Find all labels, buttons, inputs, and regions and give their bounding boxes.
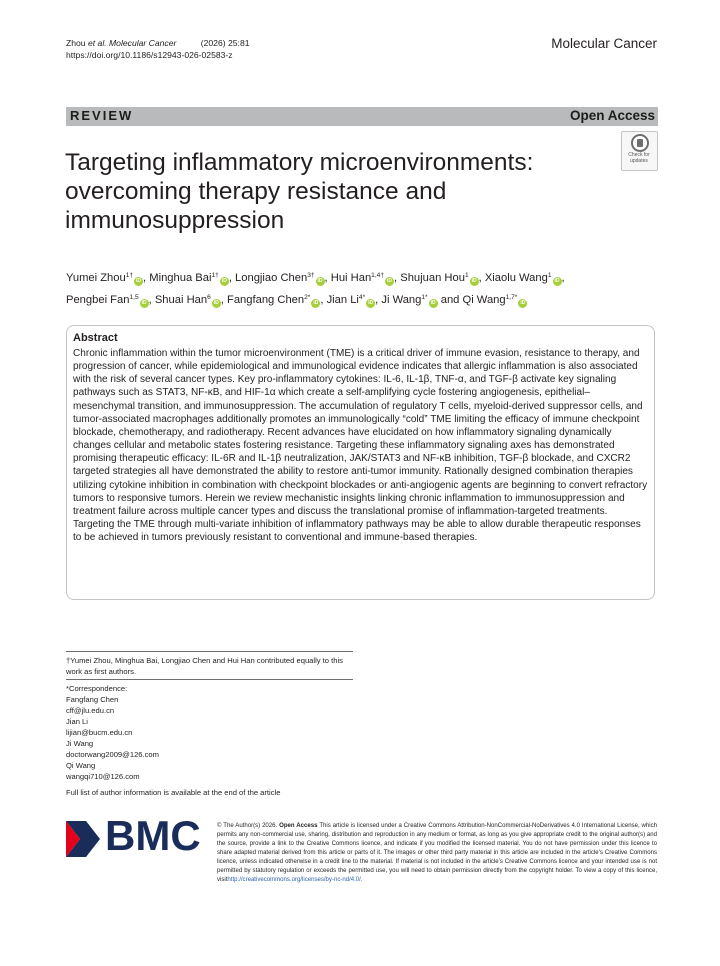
author <box>155 294 221 306</box>
author <box>235 272 325 284</box>
author <box>485 272 562 284</box>
author-list: Yumei Zhou$^{1\dagger}$iD , Minghua Bai$^{1\dagger}$iD , Longjiao Chen$^{3\dagger}$iD , Hui Han$^{1,4\dagger}$iD , Shujuan Hou$^1$iD , Xiaolu Wang$^1$iD , Pengbei Fan$^{1,5}$iD , Shuai Han$^6$iD , Fangfang Chen$^{2*}$iD , Jian $Li^{4*}iD$ , Ji Wang$^{1*}$iD and Qi Wang$^{1,7*}$iD <box>66 272 565 306</box>
author-name: Longjiao Chen <box>235 272 308 284</box>
author-name: Qi Wang <box>462 294 506 306</box>
abstract-text: Chronic inflammation within the tumor microenvironment (TME) is a critical driver of immune evasion, resistance to therapy, and progression of cancer, while epidemiological and immunological evidence indicates that allergic inflammation is also associated with the risk of several cancer types. Key pro-inflammatory cytokines: IL-6, IL-1β, TNF-α, and TGF-β activate key signaling pathways such as STAT3, NF-κB, and HIF-1α which create a self-amplifying cycle fostering angiogenesis, epithelial–mesenchymal transition, and immunosuppression. The accumulation of regulatory T cells, myeloid-derived suppressor cells, and tumor-associated macrophages additionally promotes an immunologically “cold” TME limiting the efficacy of immune checkpoint blockade, chemotherapy, and radiotherapy. Recent advances have elucidated on how inflammatory signaling dynamically changes cellular and metabolic states fostering resistance. Targeting these inflammatory signaling axes has demonstrated promising therapeutic efficacy: IL-6R and IL-1β neutralization, JAK/STAT3 and NF-κB inhibition, TGF-β blockade, and CXCR2 targeted strategies all have demonstrated the ability to restore anti-tumor immunity. Rationally designed combination therapies utilizing cytokine inhibition in combination with checkpoint blockades or anti-angiogenic agents are beginning to convert refractory tumors to responsive tumors. Herein we review mechanistic insights linking chronic inflammation to immunosuppression and treatment failure across multiple cancer types and discuss the translational promise of inflammation-targeted treatments. Targeting the TME through multi-variate inhibition of inflammatory pathways may be able to allow durable therapeutic responses to be achieved in tumors previously resistant to conventional and immune-based therapies. <box>73 348 648 544</box>
license-open-access: Open Access <box>279 823 318 829</box>
header-author: Zhou <box>66 38 86 48</box>
open-access-label: Open Access <box>569 108 655 123</box>
running-header <box>66 38 250 61</box>
correspondence-block <box>66 683 159 782</box>
orcid-icon[interactable]: iD <box>213 300 219 306</box>
correspondence-email[interactable]: cff@jlu.edu.cn <box>66 706 115 715</box>
article-title: Targeting inflammatory microenvironments: overcoming therapy resistance and immunosuppression <box>65 149 534 234</box>
author-name: Pengbei Fan <box>66 294 130 306</box>
correspondence-email[interactable]: lijian@bucm.edu.cn <box>66 728 133 737</box>
author-affiliation: 1† <box>125 272 134 279</box>
author-name: Yumei Zhou <box>66 272 126 284</box>
author-name: Fangfang Chen <box>226 294 305 306</box>
author-affiliation: 2* <box>304 294 311 301</box>
orcid-icon[interactable]: iD <box>368 300 374 306</box>
header-etal: et al. <box>87 38 107 48</box>
author-info-note: Full list of author information is available at the end of the article <box>66 788 281 797</box>
orcid-icon[interactable]: iD <box>471 278 477 284</box>
author-affiliation: 6 <box>207 294 211 301</box>
header-citation: (2026) 25:81 <box>200 38 250 48</box>
citation-line <box>66 38 250 50</box>
author-affiliation: 1 <box>464 272 469 279</box>
author-affiliation: 1* <box>421 294 428 301</box>
author-name: Shuai Han <box>154 294 208 306</box>
correspondence-email[interactable]: doctorwang2009@126.com <box>66 750 159 759</box>
author <box>66 294 149 306</box>
author <box>66 272 143 284</box>
author-name: Xiaolu Wang <box>484 272 548 284</box>
license-link[interactable]: http://creativecommons.org/licenses/by-nc-nd/4.0/. <box>227 876 363 883</box>
author-name: Jian Li <box>326 294 359 306</box>
author <box>381 294 437 306</box>
author-name: Ji Wang <box>381 294 422 306</box>
orcid-icon[interactable]: iD <box>520 300 526 306</box>
orcid-icon[interactable]: iD <box>387 278 393 284</box>
author-name: Hui Han <box>330 272 372 284</box>
orcid-icon[interactable]: iD <box>141 300 147 306</box>
check-for-updates-icon <box>631 134 649 152</box>
correspondence-email[interactable]: wangqi710@126.com <box>66 772 140 781</box>
correspondence-name: Fangfang Chen <box>66 695 119 704</box>
doi-link[interactable]: https://doi.org/10.1186/s12943-026-02583-z <box>66 49 233 60</box>
author-affiliation: 1,4† <box>371 272 385 279</box>
orcid-icon[interactable]: iD <box>221 278 227 284</box>
equal-contribution-note: †Yumei Zhou, Minghua Bai, Longjiao Chen and Hui Han contributed equally to this work as first authors. <box>66 656 343 676</box>
correspondence-name: Jian Li <box>66 717 88 726</box>
author-affiliation: 1,5 <box>129 294 139 301</box>
footnote-divider <box>66 679 353 680</box>
check-for-updates-label <box>622 153 656 164</box>
check-label-line1: Check for <box>628 152 650 158</box>
author <box>149 272 229 284</box>
author-name: Minghua Bai <box>149 272 212 284</box>
author <box>400 272 478 284</box>
author <box>463 294 528 306</box>
author-affiliation: 1 <box>547 272 552 279</box>
orcid-icon[interactable]: iD <box>313 300 319 306</box>
author <box>227 294 320 306</box>
correspondence-label: *Correspondence: <box>66 684 128 693</box>
journal-name: Molecular Cancer <box>551 36 657 51</box>
header-journal: Molecular Cancer <box>109 38 177 48</box>
license-body: This article is licensed under a Creative Commons Attribution-NonCommercial-NoDerivatives 4.0 International License, which permits any non-commercial use, sharing, distribution and reproduction in any medium or format, as long as you give appropriate credit to the original author(s) and the source, provide a link to the Creative Commons licence, and indicate if you modified the licensed material. You do not have permission under this licence to share adapted material derived from this article or parts of it. The images or other third party material in this article are included in the article’s Creative Commons licence, unless indicated otherwise in a credit line to the material. If material is not included in the article’s Creative Commons licence and your intended use is not permitted by statutory regulation or exceeds the permitted use, you will need to obtain permission directly from the copyright holder. To view a copy of this licence, visit <box>217 823 658 883</box>
author-name: Shujuan Hou <box>400 272 465 284</box>
correspondence-name: Qi Wang <box>66 761 96 770</box>
author-affiliation: 1† <box>211 272 219 279</box>
check-label-line2: updates <box>630 157 648 164</box>
license-copyright: © The Author(s) 2026. <box>217 823 278 829</box>
orcid-icon[interactable]: iD <box>430 300 436 306</box>
orcid-icon[interactable]: iD <box>136 278 142 284</box>
author <box>327 294 376 306</box>
footnote-divider <box>66 651 353 652</box>
author-affiliation: 4* <box>358 294 366 301</box>
author-affiliation: 1,7* <box>505 294 518 301</box>
correspondence-name: Ji Wang <box>66 739 94 748</box>
bmc-logo-text: BMC <box>105 812 201 859</box>
article-type: REVIEW <box>70 108 134 123</box>
license-text <box>217 822 657 885</box>
author <box>331 272 394 284</box>
orcid-icon[interactable]: iD <box>554 278 560 284</box>
abstract-heading: Abstract <box>73 332 118 344</box>
author-affiliation: 3† <box>307 272 315 279</box>
orcid-icon[interactable]: iD <box>317 278 323 284</box>
